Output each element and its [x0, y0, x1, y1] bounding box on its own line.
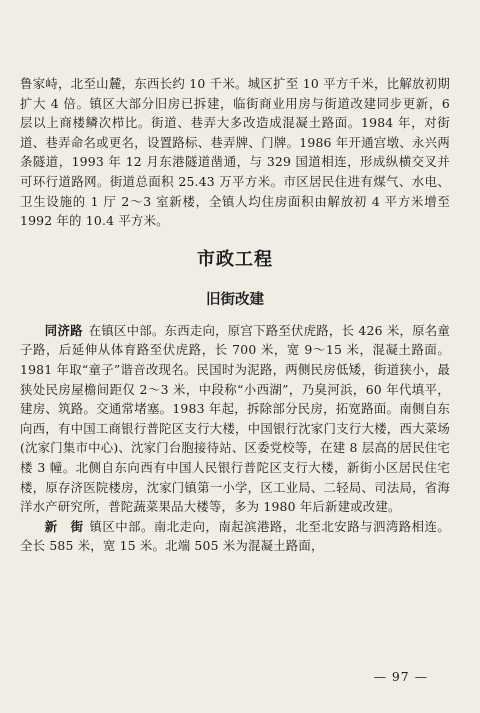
road-name: 同济路: [44, 322, 83, 338]
road-name: 新 街: [44, 518, 84, 534]
road-description: 镇区中部。南北走向，南起滨港路，北至北安路与泗湾路相连。全长 585 米，宽 15 米。北端 505 米为混凝土路面，: [20, 518, 450, 554]
section-title: 市政工程: [197, 248, 273, 270]
subsection-title: 旧街改建: [206, 291, 264, 308]
road-entry-xinjie: [20, 517, 450, 556]
road-entry-tongji: [20, 321, 450, 517]
road-description: 在镇区中部。东西走向，原宫下路至伏虎路，长 426 米，原名童子路，后延伸从体育路至伏虎路，长 700 米，宽 9～15 米，混凝土路面。1981 年取“童子”谐音改现名。民国时为泥路，两侧民房低矮，街道狭小，最狭处民房屋檐间距仅 2～3 米，中段称“小西湖”，乃臭河浜，60 年代填平，建房、筑路。交通常堵塞。1983 年起，拆除部分民房，拓宽路面。南侧自东向西，有中国工商银行普陀区支行大楼，中国银行沈家门支行大楼，西大菜场(沈家门集市中心)、沈家门台胞接待站、区委党校等，在建 8 层高的居民住宅楼 3 幢。北侧自东向西有中国人民银行普陀区支行大楼，新街小区居民住宅楼，原存济医院楼房，沈家门镇第一小学，区工业局、二轻局、司法局，省海洋水产研究所，普陀蔬菜果品大楼等，多为 1980 年后新建或改建。: [20, 322, 450, 515]
page-number: — 97 —: [373, 669, 428, 684]
intro-paragraph: 鲁家峙，北至山麓，东西长约 10 千米。城区扩至 10 平方千米，比解放初期扩大 4 倍。镇区大部分旧房已拆建，临街商业用房与街道改建同步更新，6 层以上商楼鳞次栉比。街道、巷弄大多改造成混凝土路面。1984 年，对街道、巷弄命名或更名，设置路标、巷弄牌、门牌。1986 年开通宫墩、永兴两条隧道，1993 年 12 月东港隧道凿通，与 329 国道相连，形成纵横交叉并可环行道路网。街道总面积 25.43 万平方米。市区居民住进有煤气、水电、卫生设施的 1 厅 2～3 室新楼，全镇人均住房面积由解放初 4 平方米增至 1992 年的 10.4 平方米。: [20, 76, 450, 229]
